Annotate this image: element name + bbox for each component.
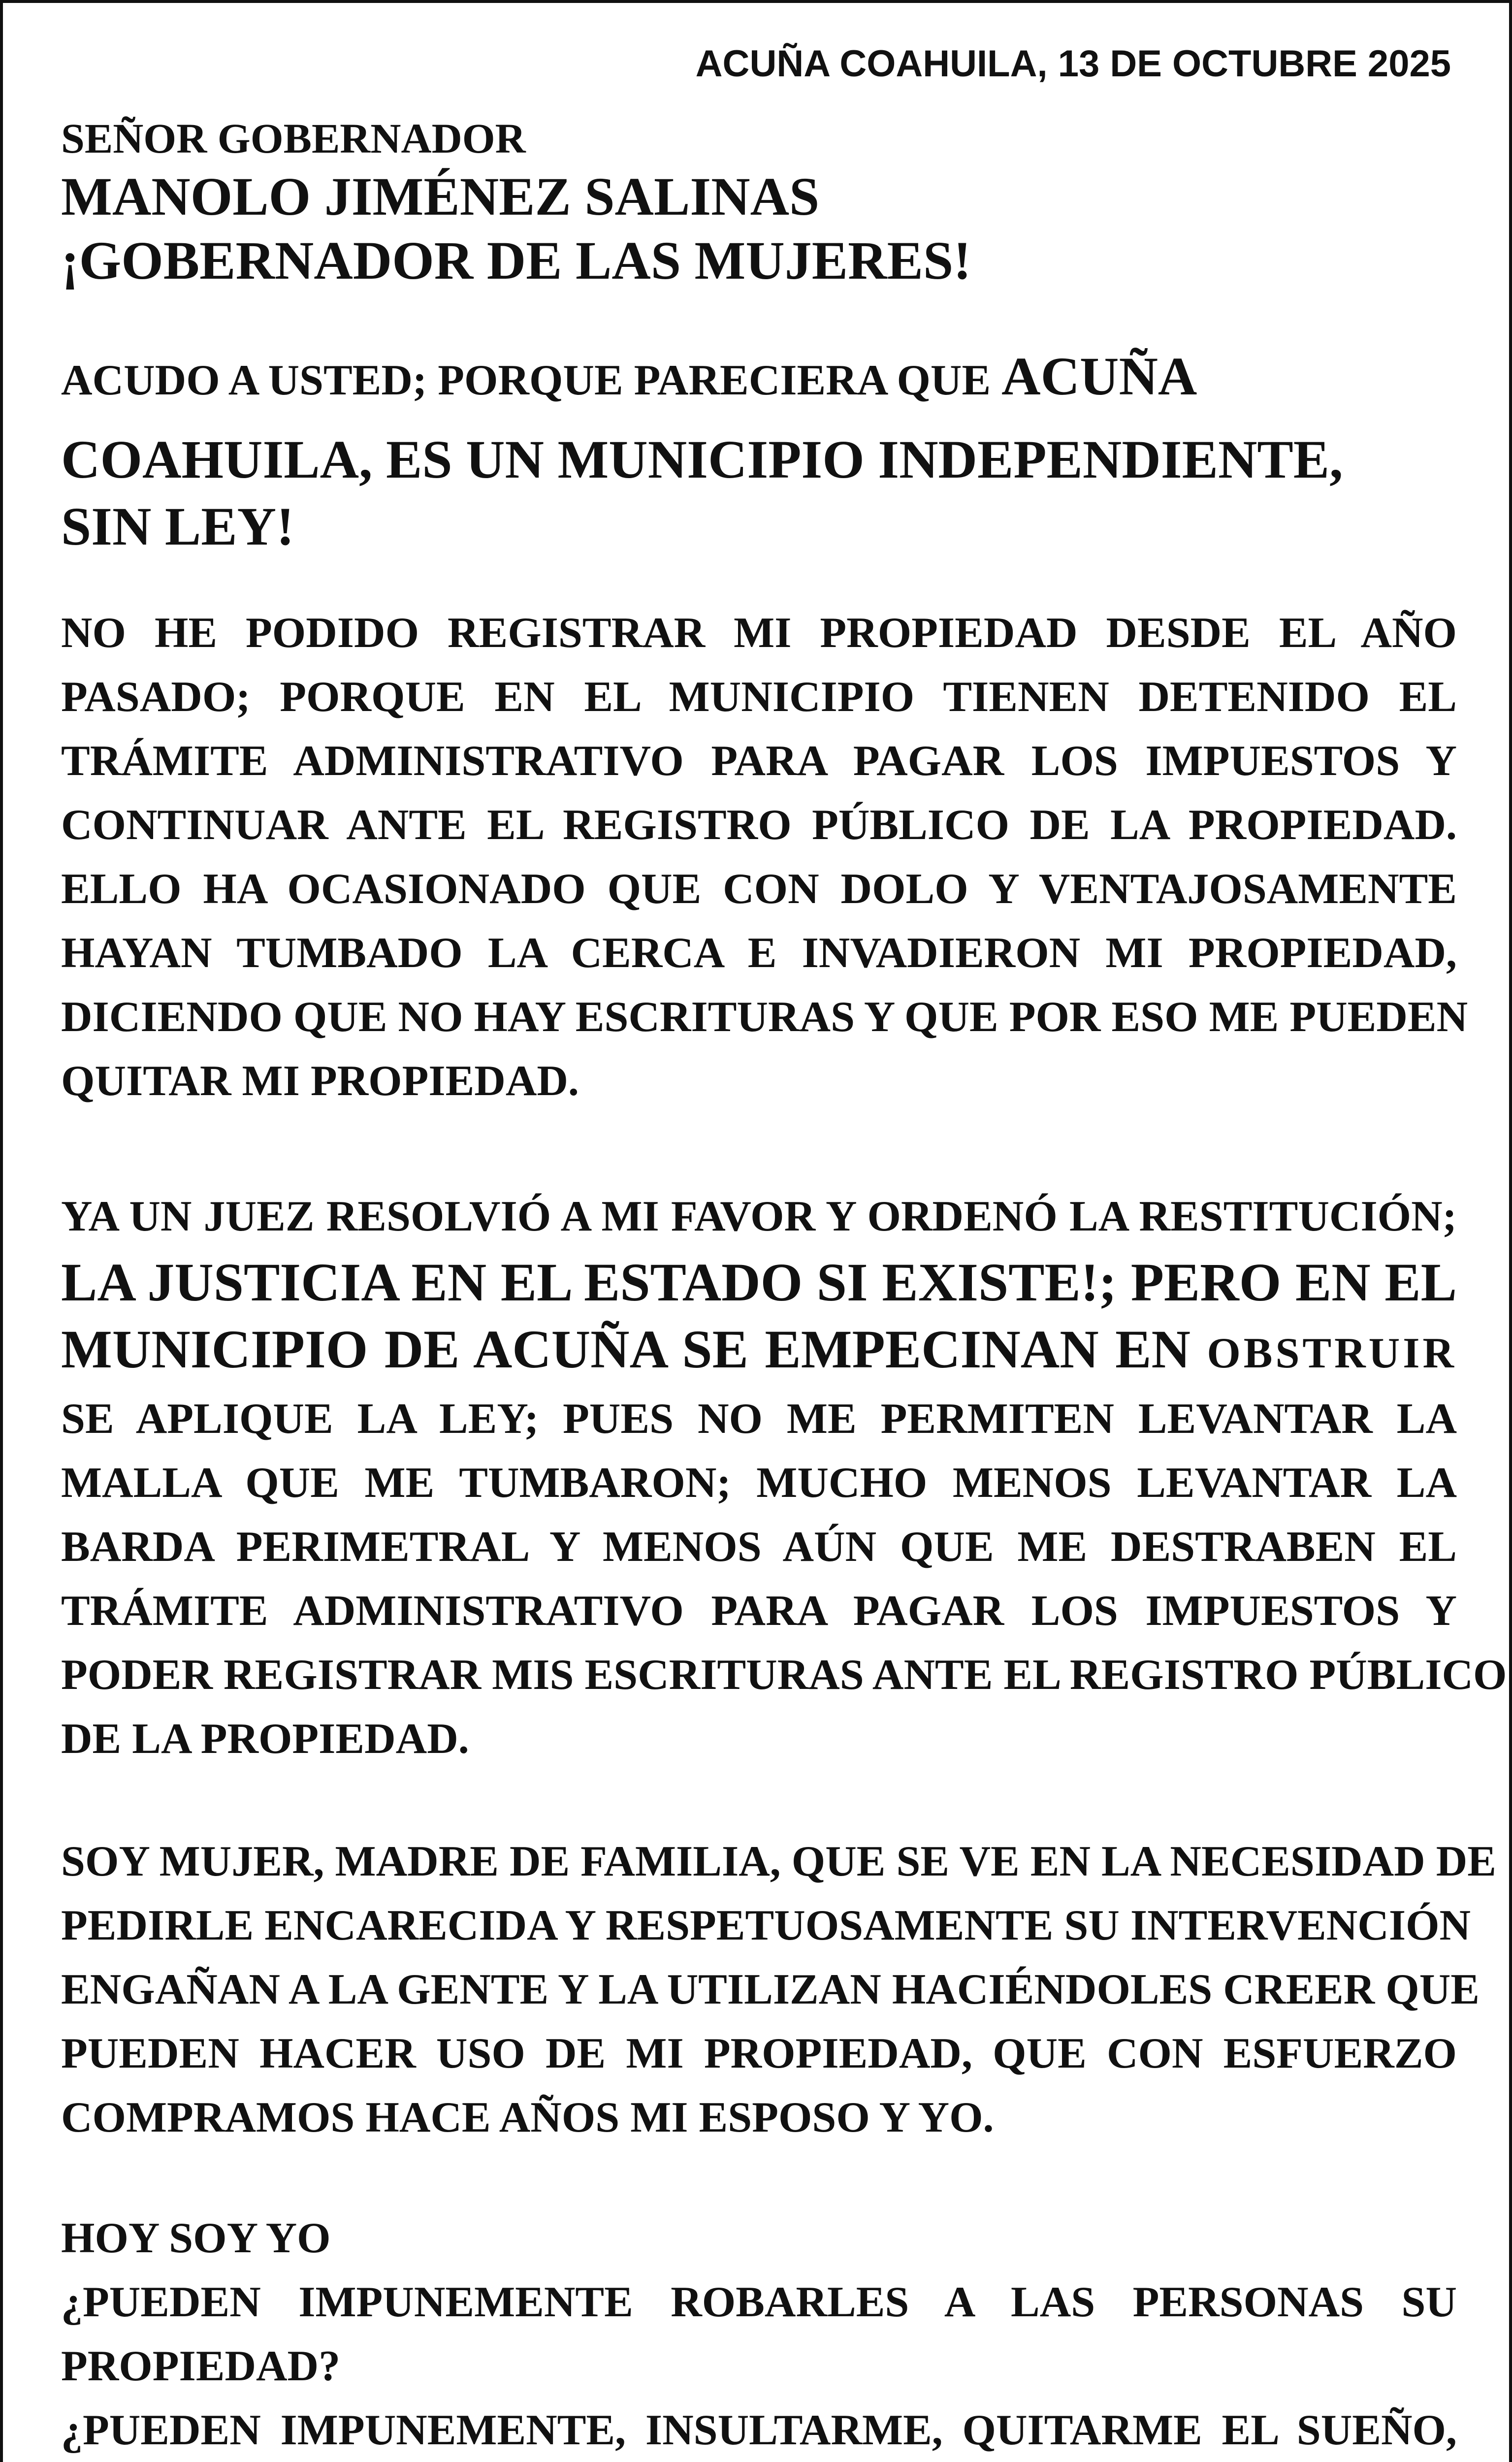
text-line: YA UN JUEZ RESOLVIÓ A MI FAVOR Y ORDENÓ LA RESTITUCIÓN; xyxy=(61,1193,1457,1240)
paragraph-judge xyxy=(61,1185,1507,1771)
text-line: SOY MUJER, MADRE DE FAMILIA, QUE SE VE EN LA NECESIDAD DE xyxy=(61,1838,1496,1885)
text-line: SE APLIQUE LA LEY; PUES NO ME PERMITEN LEVANTAR LA xyxy=(61,1395,1457,1443)
text-line: TRÁMITE ADMINISTRATIVO PARA PAGAR LOS IMPUESTOS Y xyxy=(61,1587,1457,1635)
small-text: OBSTRUIR xyxy=(1207,1329,1457,1377)
text-line: HAYAN TUMBADO LA CERCA E INVADIERON MI PROPIEDAD, xyxy=(61,929,1457,977)
paragraph-registration xyxy=(61,601,1468,1113)
text-line: COMPRAMOS HACE AÑOS MI ESPOSO Y YO. xyxy=(61,2094,994,2141)
text-line: HOY SOY YO xyxy=(61,2214,331,2262)
intro-lead-small: ACUDO A USTED; PORQUE PARECIERA QUE xyxy=(61,356,1002,404)
intro-paragraph xyxy=(61,343,1457,560)
text-line: NO HE PODIDO REGISTRAR MI PROPIEDAD DESDE EL AÑO xyxy=(61,609,1457,657)
text-line: MALLA QUE ME TUMBARON; MUCHO MENOS LEVANTAR LA xyxy=(61,1459,1457,1507)
text-line: PEDIRLE ENCARECIDA Y RESPETUOSAMENTE SU INTERVENCIÓN xyxy=(61,1902,1471,1949)
text-line: ENGAÑAN A LA GENTE Y LA UTILIZAN HACIÉNDOLES CREER QUE xyxy=(61,1966,1480,2013)
text-line: ELLO HA OCASIONADO QUE CON DOLO Y VENTAJOSAMENTE xyxy=(61,865,1457,913)
text-line: TRÁMITE ADMINISTRATIVO PARA PAGAR LOS IMPUESTOS Y xyxy=(61,737,1457,785)
intro-line-2: COAHUILA, ES UN MUNICIPIO INDEPENDIENTE, xyxy=(61,429,1343,489)
text-line: CONTINUAR ANTE EL REGISTRO PÚBLICO DE LA PROPIEDAD. xyxy=(61,801,1457,849)
intro-line-1 xyxy=(61,343,1457,426)
text-line-mixed xyxy=(61,1316,1457,1387)
paragraph-request xyxy=(61,1830,1496,2150)
text-line: PODER REGISTRAR MIS ESCRITURAS ANTE EL REGISTRO PÚBLICO xyxy=(61,1651,1507,1699)
date-line: ACUÑA COAHUILA, 13 DE OCTUBRE 2025 xyxy=(695,43,1451,85)
salutation-slogan: ¡GOBERNADOR DE LAS MUJERES! xyxy=(61,230,971,291)
intro-lead-big: ACUÑA xyxy=(1001,346,1197,406)
text-line-emphasis: LA JUSTICIA EN EL ESTADO SI EXISTE!; PERO EN EL xyxy=(61,1252,1457,1312)
text-line: ¿PUEDEN IMPUNEMENTE, INSULTARME, QUITARME EL SUEÑO, xyxy=(61,2406,1457,2454)
text-line: PUEDEN HACER USO DE MI PROPIEDAD, QUE CON ESFUERZO xyxy=(61,2030,1457,2077)
text-line: ¿PUEDEN IMPUNEMENTE ROBARLES A LAS PERSONAS SU xyxy=(61,2278,1457,2326)
text-line: QUITAR MI PROPIEDAD. xyxy=(61,1057,579,1105)
text-line: DE LA PROPIEDAD. xyxy=(61,1715,469,1763)
intro-line-3: SIN LEY! xyxy=(61,496,294,556)
text-line: BARDA PERIMETRAL Y MENOS AÚN QUE ME DESTRABEN EL xyxy=(61,1523,1457,1571)
paragraph-questions xyxy=(61,2206,1457,2462)
text-line: PASADO; PORQUE EN EL MUNICIPIO TIENEN DETENIDO EL xyxy=(61,673,1457,721)
text-line: DICIENDO QUE NO HAY ESCRITURAS Y QUE POR ESO ME PUEDEN xyxy=(61,993,1468,1041)
salutation-title: SEÑOR GOBERNADOR xyxy=(61,115,526,162)
emphasis-text: MUNICIPIO DE ACUÑA SE EMPECINAN EN xyxy=(61,1319,1207,1379)
text-line: PROPIEDAD? xyxy=(61,2342,341,2390)
salutation-name: MANOLO JIMÉNEZ SALINAS xyxy=(61,166,820,227)
